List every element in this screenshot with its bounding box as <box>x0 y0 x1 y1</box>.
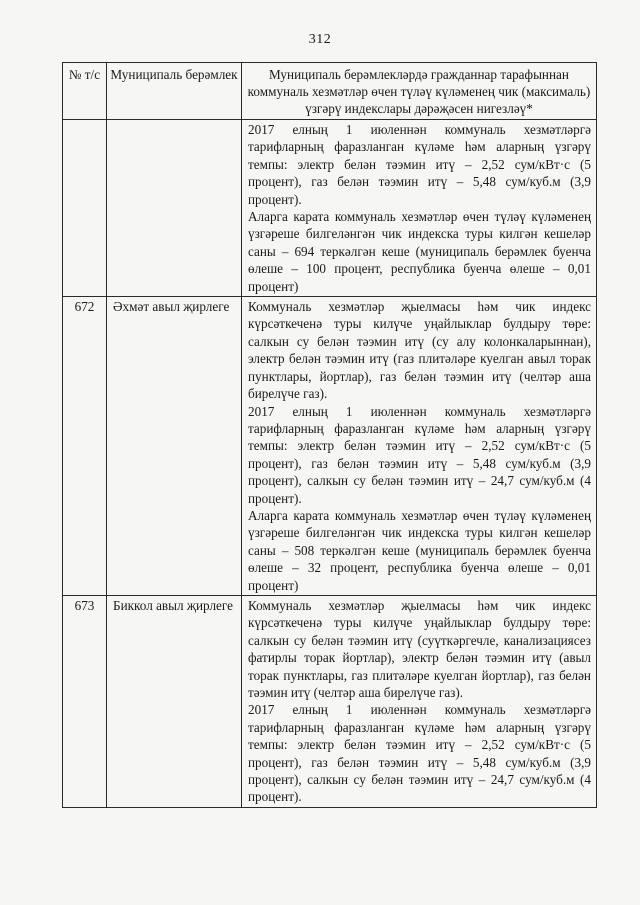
row-number: 672 <box>63 297 107 596</box>
header-number: № т/с <box>63 63 107 120</box>
row-description <box>242 595 597 807</box>
row-municipality: Әхмәт авыл җирлеге <box>107 297 242 596</box>
description-paragraph: Аларга карата коммуналь хезмәтләр өчен түләү күләменең үзгәреше билгеләнгән чик индекска туры килгән кешеләр саны – 508 теркәлгән кеше (муниципаль берәмлек буенча өлеше – 32 процент, республика буенча өлеше – 0,01 процент) <box>248 507 591 593</box>
description-paragraph: Аларга карата коммуналь хезмәтләр өчен түләү күләменең үзгәреше билгеләнгән чик индекска туры килгән кешеләр саны – 694 теркәлгән кеше (муниципаль берәмлек буенча өлеше – 100 процент, республика буенча өлеше – 0,01 процент) <box>248 209 591 294</box>
table-row <box>63 595 597 807</box>
row-number: 673 <box>63 595 107 807</box>
table-row <box>63 120 597 297</box>
row-number <box>63 120 107 297</box>
table-row <box>63 297 597 596</box>
row-municipality: Биккол авыл җирлеге <box>107 595 242 807</box>
row-description <box>242 120 597 297</box>
description-paragraph: 2017 елның 1 июленнән коммуналь хезмәтләргә тарифларның фаразланган күләме һәм аларның үзгәрү темпы: электр белән тәэмин итү – 2,52 сум/кВт·с (5 процент), газ белән тәэмин итү – 5,48 сум/куб.м (3,9 процент), салкын су белән тәэмин итү – 24,7 сум/куб.м (4 процент). <box>248 403 591 506</box>
header-description: Муниципаль берәмлекләрдә гражданнар тарафыннан коммуналь хезмәтләр өчен түләү күләменең чик (максималь) үзгәрү индекслары дәрәҗәсен нигезләү* <box>242 63 597 120</box>
header-municipality: Муниципаль берәмлек <box>107 63 242 120</box>
table-header-row <box>63 63 597 120</box>
description-paragraph: Коммуналь хезмәтләр җыелмасы һәм чик индекс күрсәткеченә туры килүче уңайлыклар булдыру төре: салкын су белән тәэмин итү (суүткәргечле, канализациясез фатирлы торак йортлар), электр белән тәэмин итү (авыл торак пунктлары, газ плитәләре куелган йортлар), газ белән тәэмин итү (челтәр аша бирелүче газ). <box>248 597 591 700</box>
page-number: 312 <box>308 32 332 47</box>
row-description <box>242 297 597 596</box>
description-paragraph: 2017 елның 1 июленнән коммуналь хезмәтләргә тарифларның фаразланган күләме һәм аларның үзгәрү темпы: электр белән тәэмин итү – 2,52 сум/кВт·с (5 процент), газ белән тәэмин итү – 5,48 сум/куб.м (3,9 процент), салкын су белән тәэмин итү – 24,7 сум/куб.м (4 процент). <box>248 702 591 805</box>
municipal-index-table <box>62 62 597 808</box>
row-municipality <box>107 120 242 297</box>
description-paragraph: Коммуналь хезмәтләр җыелмасы һәм чик индекс күрсәткеченә туры килүче уңайлыклар булдыру төре: салкын су белән тәэмин итү (су алу колонкаларыннан), электр белән тәэмин итү (газ плитәләре куелган авыл торак пунктлары, йортлар), газ белән тәэмин итү (челтәр аша бирелүче газ). <box>248 299 591 402</box>
description-paragraph: 2017 елның 1 июленнән коммуналь хезмәтләргә тарифларның фаразланган күләме һәм аларның үзгәрү темпы: электр белән тәэмин итү – 2,52 сум/кВт·с (5 процент), газ белән тәэмин итү – 5,48 сум/куб.м (3,9 процент). <box>248 122 591 207</box>
